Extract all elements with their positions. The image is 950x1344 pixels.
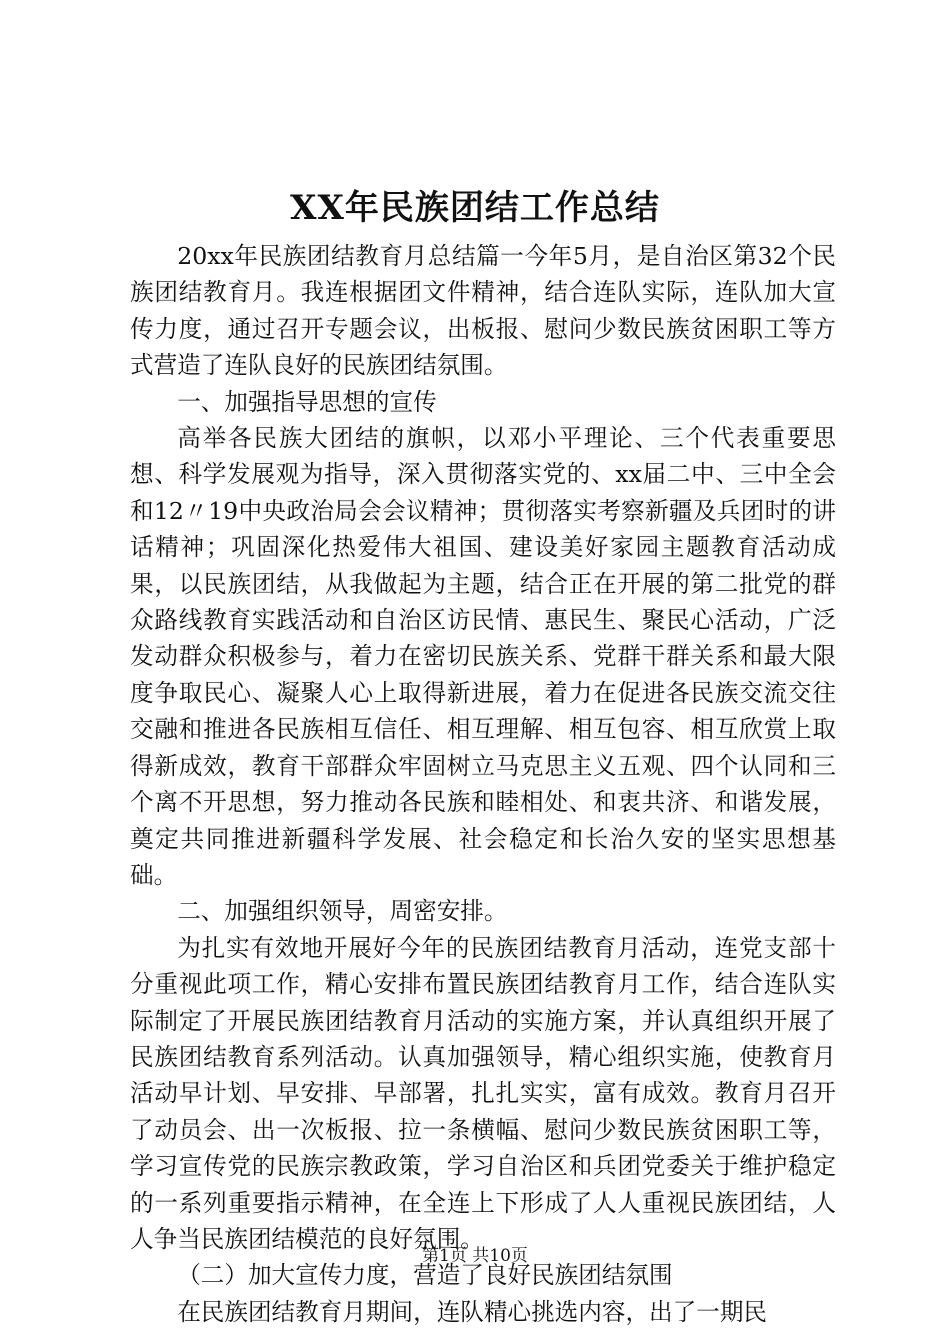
document-body: [130, 238, 836, 1330]
document-title: XX年民族团结工作总结: [290, 188, 660, 228]
section-heading-2: 二、加强组织领导，周密安排。: [177, 897, 508, 926]
section-heading-1: 一、加强指导思想的宣传: [177, 387, 437, 416]
section-heading-3: （二）加大宣传力度，营造了良好民族团结氛围: [177, 1261, 673, 1290]
page-number: 第1页 共10页: [422, 1246, 528, 1266]
paragraph-publicity: 在民族团结教育月期间，连队精心挑选内容，出了一期民: [177, 1297, 768, 1326]
paragraph-organization: 为扎实有效地开展好今年的民族团结教育月活动，连党支部十分重视此项工作，精心安排布置民族团结教育月工作，结合连队实际制定了开展民族团结教育月活动的实施方案，并认真组织开展了民族团结教育系列活动。认真加强领导，精心组织实施，使教育月活动早计划、早安排、早部署，扎扎实实，富有成效。教育月召开了动员会、出一次板报、拉一条横幅、慰问少数民族贫困职工等，学习宣传党的民族宗教政策，学习自治区和兵团党委关于维护稳定的一系列重要指示精神，在全连上下形成了人人重视民族团结，人人争当民族团结模范的良好氛围。: [130, 933, 836, 1253]
paragraph-guiding-thought: 高举各民族大团结的旗帜，以邓小平理论、三个代表重要思想、科学发展观为指导，深入贯彻落实党的、xx届二中、三中全会和12〃19中央政治局会会议精神；贯彻落实考察新疆及兵团时的讲话精神；巩固深化热爱伟大祖国、建设美好家园主题教育活动成果，以民族团结，从我做起为主题，结合正在开展的第二批党的群众路线教育实践活动和自治区访民情、惠民生、聚民心活动，广泛发动群众积极参与，着力在密切民族关系、党群干群关系和最大限度争取民心、凝聚人心上取得新进展，着力在促进各民族交流交往交融和推进各民族相互信任、相互理解、相互包容、相互欣赏上取得新成效，教育干部群众牢固树立马克思主义五观、四个认同和三个离不开思想，努力推动各民族和睦相处、和衷共济、和谐发展，奠定共同推进新疆科学发展、社会稳定和长治久安的坚实思想基础。: [130, 424, 836, 889]
paragraph-intro: 20xx年民族团结教育月总结篇一今年5月，是自治区第32个民族团结教育月。我连根据团文件精神，结合连队实际，连队加大宣传力度，通过召开专题会议，出板报、慰问少数民族贫困职工等方式营造了连队良好的民族团结氛围。: [130, 242, 836, 380]
